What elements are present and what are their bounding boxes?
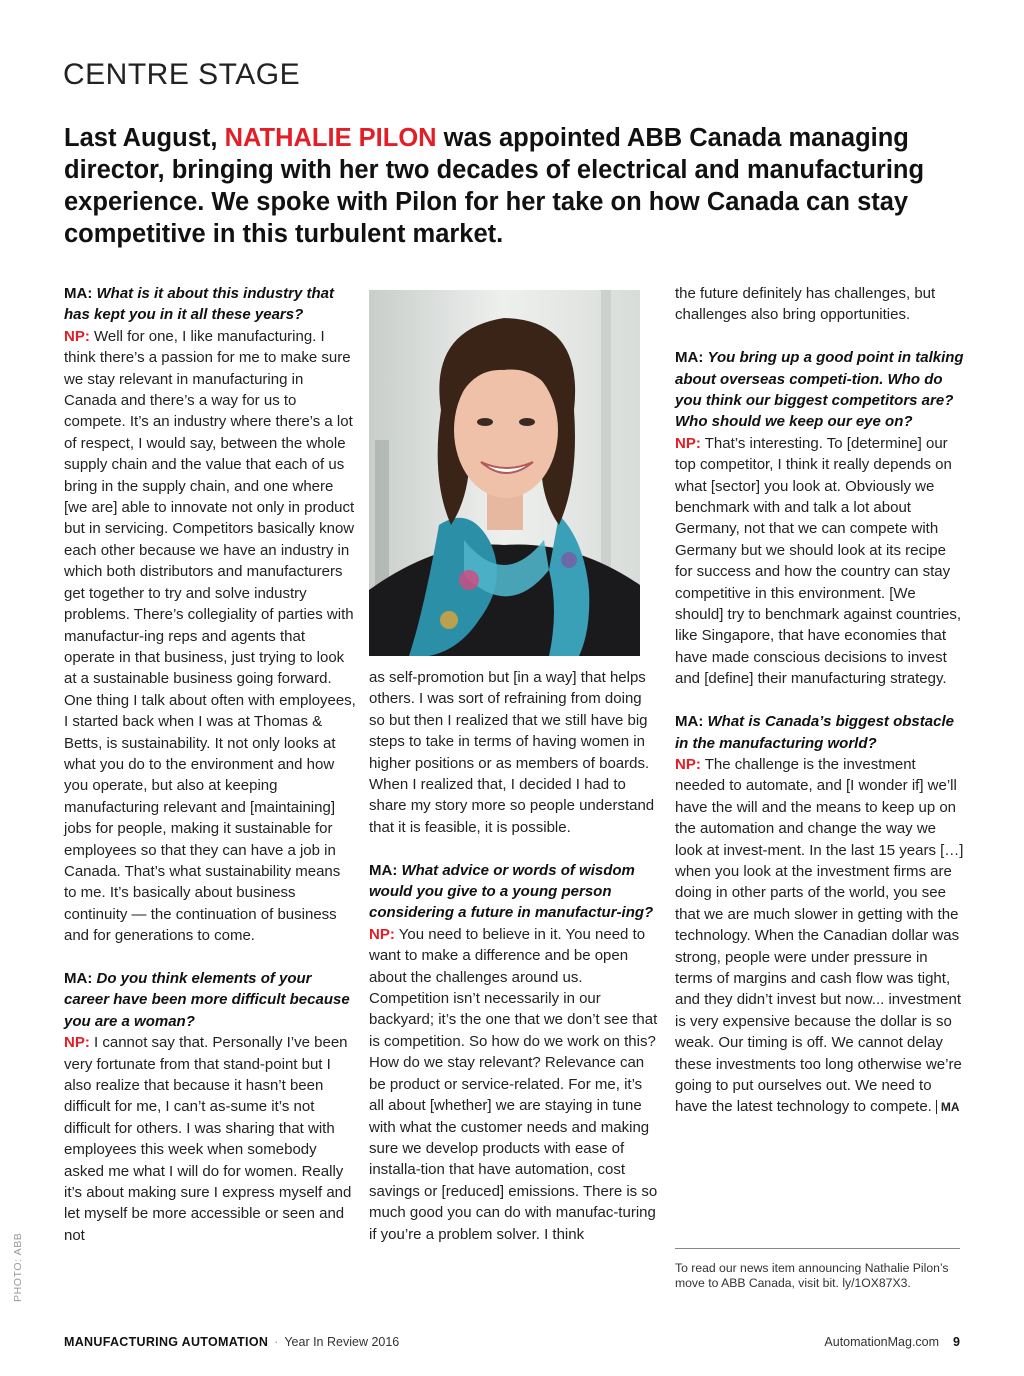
footer-site: AutomationMag.com (824, 1335, 940, 1349)
question-text: You bring up a good point in talking about overseas competi-tion. Who do you think our biggest competitors are? Who should we keep our eye on? (675, 349, 964, 431)
question-text: What is it about this industry that has kept you in it all these years? (64, 285, 334, 324)
question-text: Do you think elements of your career have been more difficult because you are a woman? (64, 969, 350, 1030)
answer-text: You need to believe in it. You need to want to make a difference and be open about the challenges around us. Competition isn’t necessarily in our backyard; it’s the one that we don’t see that is competition. So how do we work on this? How do we stay relevant? Relevance can be product or service-related. For me, it’s all about [whether] we are staying in tune with what the customer needs and making sure we develop products with ease of installa-tion that have automation, cost savings or [reduced] emissions. There is so much good you can do with manufac-turing if you’re a problem solver. I think (369, 925, 658, 1243)
answer-2 (64, 1032, 356, 1246)
question-tag: MA: (64, 969, 93, 987)
column-2 (369, 667, 659, 1245)
answer-4 (675, 433, 965, 690)
question-tag: MA: (675, 713, 704, 731)
news-note: To read our news item announcing Nathalie Pilon’s move to ABB Canada, visit bit. ly/1OX87X3. (675, 1261, 949, 1290)
headline-name: NATHALIE PILON (224, 124, 437, 152)
answer-tag: NP: (369, 925, 395, 943)
answer-text: That’s interesting. To [determine] our top competitor, I think it really depends on what [sector] you look at. Obviously we benchmark with and talk a lot about Germany, not that we can compete with Germany but we should look at its recipe for success and how the country can stay competitive in this environment. [We should] try to benchmark against countries, like Singapore, that have economies that have made conscious decisions to invest and [define] their manufacturing strategy. (675, 434, 961, 688)
answer-3-continued: the future definitely has challenges, but challenges also bring opportunities. (675, 285, 936, 324)
photo-credit: PHOTO: ABB (12, 1232, 24, 1302)
footer-separator: · (274, 1335, 279, 1349)
note-divider (675, 1248, 960, 1249)
end-mark: MA (936, 1100, 960, 1114)
portrait-photo (369, 290, 640, 656)
question-text: What is Canada’s biggest obstacle in the manufacturing world? (675, 713, 954, 752)
question-3 (369, 860, 659, 924)
headline (64, 122, 964, 250)
footer-right (824, 1335, 960, 1349)
question-tag: MA: (675, 349, 704, 367)
answer-1 (64, 326, 356, 947)
answer-tag: NP: (64, 327, 90, 345)
question-2 (64, 968, 356, 1032)
answer-tag: NP: (675, 434, 701, 452)
question-1 (64, 283, 356, 326)
answer-text: I cannot say that. Personally I’ve been very fortunate from that stand-point but I also realize that because it hasn’t been difficult for me, I can’t as-sume it’s not difficult for others. I was sharing that with employees this week when somebody asked me what I will do for women. Really it’s about making sure I express myself and let myself be more accessible or seen and not (64, 1034, 352, 1244)
answer-tag: NP: (675, 755, 701, 773)
page-number: 9 (953, 1335, 960, 1349)
answer-2-continued: as self-promotion but [in a way] that helps others. I was sort of refraining from doing so but then I realized that we still have big steps to take in terms of having women in higher positions or as members of boards. When I realized that, I decided I had to share my story more so people understand that it is feasible, it is possible. (369, 669, 655, 836)
column-1 (64, 283, 356, 1246)
headline-prefix: Last August, (64, 124, 225, 152)
page-footer (64, 1335, 960, 1353)
question-tag: MA: (64, 285, 93, 302)
answer-3 (369, 924, 659, 1245)
portrait-illustration (369, 290, 640, 656)
headline-suffix: was appointed ABB Canada managing director, bringing with her two decades of electrical and manufacturing experience. We spoke with Pilon for her take on how Canada can stay competitive in this turbulent market. (64, 124, 925, 248)
question-text: What advice or words of wisdom would you give to a young person considering a future in manufactur-ing? (369, 861, 654, 922)
column-3 (675, 283, 965, 1119)
footer-issue: Year In Review 2016 (284, 1335, 400, 1349)
answer-5 (675, 754, 965, 1119)
footer-magazine: MANUFACTURING AUTOMATION (64, 1335, 269, 1349)
answer-text: Well for one, I like manufacturing. I think there’s a passion for me to make sure we stay relevant in manufacturing in Canada and there’s a way for us to compete. It’s an industry where there’s a lot of respect, I would say, between the whole supply chain and the value that each of us bring in the supply chain, and one where [we are] able to innovate not only in product but in servicing. Competitors basically know each other because we have an industry in which both distributors and manufacturers get together to try and solve industry problems. There’s collegiality of parties with manufactur-ing reps and agents that operate in that business, just trying to look at a sustainable business going forward. One thing I talk about often with employees, I started back when I was at Thomas & Betts, is sustainability. It not only looks at what you do to the environment and how you operate, but also at keeping manufacturing relevant and [maintaining] jobs for people, making it sustainable for employees so that they can have a job in Canada. That’s what sustainability means to me. It’s basically about business continuity — the continuation of business and for generations to come. (64, 327, 356, 945)
question-tag: MA: (369, 861, 398, 879)
answer-text: The challenge is the investment needed to automate, and [I wonder if] we’ll have the will and the means to keep up on the automation and change the way we look at invest-ment. In the last 15 years […] when you look at the investment firms are doing in other parts of the world, you see that we are much slower in getting with the technology. When the Canadian dollar was strong, people were under pressure in terms of margins and cash flow was tight, and they didn’t invest but now... investment is very expensive because the dollar is so weak. Our timing is off. We cannot delay these investments too long otherwise we’re going to put ourselves out. We need to have the latest technology to compete. (675, 755, 964, 1116)
section-label: CENTRE STAGE (63, 58, 301, 91)
question-4 (675, 347, 965, 433)
question-5 (675, 711, 965, 754)
answer-tag: NP: (64, 1034, 90, 1052)
